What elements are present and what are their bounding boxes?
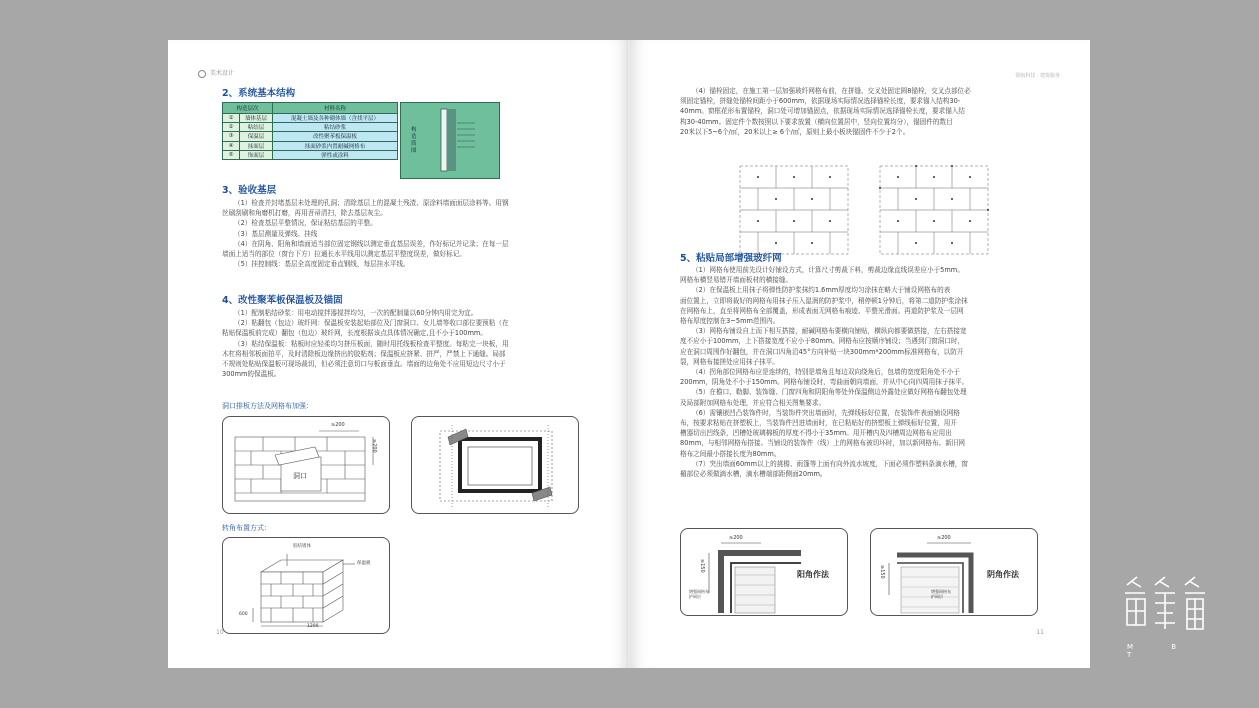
table-row: ③ 保温层 改性聚苯板保温板 bbox=[223, 132, 398, 141]
left-page bbox=[168, 40, 628, 668]
corner-layout-figure bbox=[222, 537, 390, 634]
section-title: 4、改性聚苯板保温板及锚固 bbox=[222, 295, 343, 306]
dimension-label: ≥200 bbox=[331, 422, 345, 428]
figure-note: 增强网格布 护网层 bbox=[931, 589, 951, 599]
internal-corner-figure bbox=[870, 528, 1038, 616]
section4-text: （1）配制粘结砂浆：用电动搅拌器搅拌均匀，一次的配制量以60分钟内用完为宜。 （2）粘翻包（包边）玻纤网：保温板安装起始部位及门窗洞口、女儿墙等收口部位要预粘（在 粘贴保温板前完成）翻包（包边）玻纤网，长度根据该点具体情况确定,且不小于100mm。 （3）粘结保温板：粘板时应轻柔均匀挤压板面，随时用托线板检查平整度。每粘完一块板，用 木杠将相邻板面拍平，及时清除板边缘挤出的胶粘剂；保温板应挤紧、拼严，严禁上下通缝。局部 不规则处粘贴保温板可现场裁切，但必须注意切口与板面垂直。墙面的边角处不应用短边尺寸小于 300mm的保温板。 bbox=[222, 309, 509, 379]
table-row: ⑤ 饰面层 弹性或涂料 bbox=[223, 150, 398, 159]
structure-diagram-label: 构造简图 bbox=[411, 127, 417, 154]
right-page bbox=[630, 40, 1090, 668]
structure-table bbox=[222, 102, 398, 160]
page-number: 10 bbox=[216, 629, 224, 636]
section3-text: （1）检查并封堵基层未处理的孔洞；清除基层上的混凝土残渣、原涂料墙面面层涂料等。用钢 丝刷刮刷和角磨机打磨，再用苕帚清扫，除去基层灰尘。 （2）检查基层平整情况，保证粘结基层的平整。 （3）基层测量及弹线、挂线 （4）在阴角、阳角和墙面适当部位固定钢线以测定垂直基层误差，作好标记并记录；在每一层 墙面上适当的部位（窗台下方）拉通长水平线用以测定基层平整度误差，做好标记。 （5）挂控制线：基层全高度固定垂直钢线，每层挂水平线。 bbox=[222, 199, 509, 269]
page-number: 11 bbox=[1036, 629, 1044, 636]
table-row: ① 墙体基层 混凝土墙及各种砌体墙（含找平层） bbox=[223, 114, 398, 123]
figure-caption: 洞口排板方法及网格布加强： bbox=[222, 402, 313, 410]
left-header bbox=[198, 68, 234, 78]
dimension-label: ≥200 bbox=[729, 535, 743, 541]
left-header-text: 美术设计 bbox=[209, 70, 234, 77]
figure-note: 增强网格布 护网层 bbox=[689, 589, 709, 599]
dimension-label: ≥200 bbox=[371, 439, 377, 453]
dimension-label: ≥200 bbox=[937, 535, 951, 541]
corner-label: 胶结墙体 bbox=[293, 544, 311, 549]
mbt-watermark-logo bbox=[1115, 575, 1235, 659]
mbt-logo-icon bbox=[1115, 575, 1235, 637]
table-row: ④ 抹面层 抹面砂浆内置耐碱网格布 bbox=[223, 141, 398, 150]
corner-label: 保温板 bbox=[357, 561, 371, 566]
external-corner-figure bbox=[680, 528, 848, 616]
corner-label: 600 bbox=[239, 612, 248, 617]
table-header: 构造层次 bbox=[223, 103, 273, 114]
table-row: ② 粘结层 粘结砂浆 bbox=[223, 123, 398, 132]
table-header: 材料名称 bbox=[273, 103, 398, 114]
section-title: 3、验收基层 bbox=[222, 185, 277, 196]
right-header: 领航科技 · 建筑服务 bbox=[1015, 73, 1060, 79]
anchor-text: （4）锚栓固定，在施工第一层加强玻纤网格布前，在拼缝、交叉处固定圆8锚栓，交叉点部位必 须固定锚栓，拼缝处锚栓间距小于600mm，依据现场实际情况选择锚栓长度，要求锚入结构30- 40mm。窗框花形布置锚栓，洞口处可增加锚固点，依据现场实际情况选择锚栓长度，要求锚入结 构30-40mm。固定件个数按照以下要求放置（横向位置居中，竖向位置均分），锚固件的数目 20米以下5~6个/㎡，20米以上≥ 6个/㎡，原则上最小板块锚固件不少于2个。 bbox=[680, 87, 971, 136]
section-title: 5、粘贴局部增强玻纤网 bbox=[680, 253, 782, 264]
structure-diagram bbox=[400, 102, 500, 179]
mbt-letters: M B T bbox=[1127, 643, 1195, 659]
section5-text: （1）网格布使用前先设计好铺设方式，计算尺寸剪裁下料，剪裁边缘直线误差应小于5mm。 网格布横竖易错开墙面板材的横接缝。 （2）在保温板上用抹子将弹性防护浆抹约1.6mm厚度均匀涂抹在略大于铺设网格布的表 面位置上，立即将裁好的网格布用抹子压入湿润的防护浆中，稍停顿1分钟后，将第二道防护浆涂抹 在网格布上，直至将网格布全部覆盖，形成表面无网格布痕迹、平整光滑面。再道防护浆及一层网 格布厚度控制在3~5mm范围内。 （3）网格布铺设自上而下相互搭接，耐碱网格布要横向铺贴，横纵向都要做搭接，左右搭接宽 度不应小于100mm，上下搭接宽度不应小于80mm。网格布应按顺序铺设；当遇到门窗洞口时， 应在洞口周围作好翻包，并在洞口四角沿45°方向补贴一块300mm*200mm标准网格布，以防开 裂，网格布接搓处应用抹子抹平。 （4）拐角部位网格布应是连续的，特别是墙角且每边双向绕角后，包墙的宽度阳角处不小于 200mm，阴角处不小于150mm。网格布铺设时，弯曲面朝向墙面，并从中心向四周用抹子抹平。 （5）在檐口、勒脚、装饰缝、门窗四角和阴阳角等处外保温侧边外露处应做好网格布翻包处理 及局部附加网格布处理，并应符合相关图集要求。 （6）需镶嵌凹凸装饰件时，当装饰件突出墙面时，先弹线标好位置，在装饰件表面铺设网格 布，按要求粘贴在挤塑板上，当装饰件凹进墙面时，在已粘贴好的挤塑板上弹线标好位置，用开 槽器切出凹线条，凹槽处玻璃棉板的厚度不得小于35mm。用开槽内及四槽周边网格布应用出 80mm，与相邻网格布搭接。当铺设的装饰件（线）上的网格布被切坏时，加以新网格布。新旧网 格布之间最小搭接长度为80mm。 （7）突出墙面60mm以上的挑檐、雨篷等上面有向外流水坡度，下面必须作塑料条滴水槽，窗 楣部位必须做滴水槽，滴水槽端部距侧面20mm。 bbox=[680, 266, 969, 479]
header-logo-icon bbox=[198, 70, 206, 78]
opening-layout-figure bbox=[222, 416, 390, 514]
section-title: 2、系统基本结构 bbox=[222, 88, 296, 99]
mesh-reinforcement-icon bbox=[412, 417, 578, 513]
brick-wall-icon bbox=[223, 417, 389, 513]
dimension-label: ≥150 bbox=[879, 565, 885, 579]
yin-corner-label: 阴角作法 bbox=[987, 570, 1019, 579]
wall-section-icon bbox=[401, 103, 499, 178]
corner-brick-icon bbox=[223, 538, 389, 633]
opening-mesh-figure bbox=[411, 416, 579, 514]
dimension-label: ≥150 bbox=[699, 559, 705, 573]
figure-caption: 转角布置方式： bbox=[222, 524, 271, 532]
corner-label: 1200 bbox=[307, 624, 319, 629]
anchor-layout-diagram bbox=[730, 158, 990, 262]
opening-label: 洞口 bbox=[293, 472, 307, 480]
yang-corner-label: 阳角作法 bbox=[797, 570, 829, 579]
